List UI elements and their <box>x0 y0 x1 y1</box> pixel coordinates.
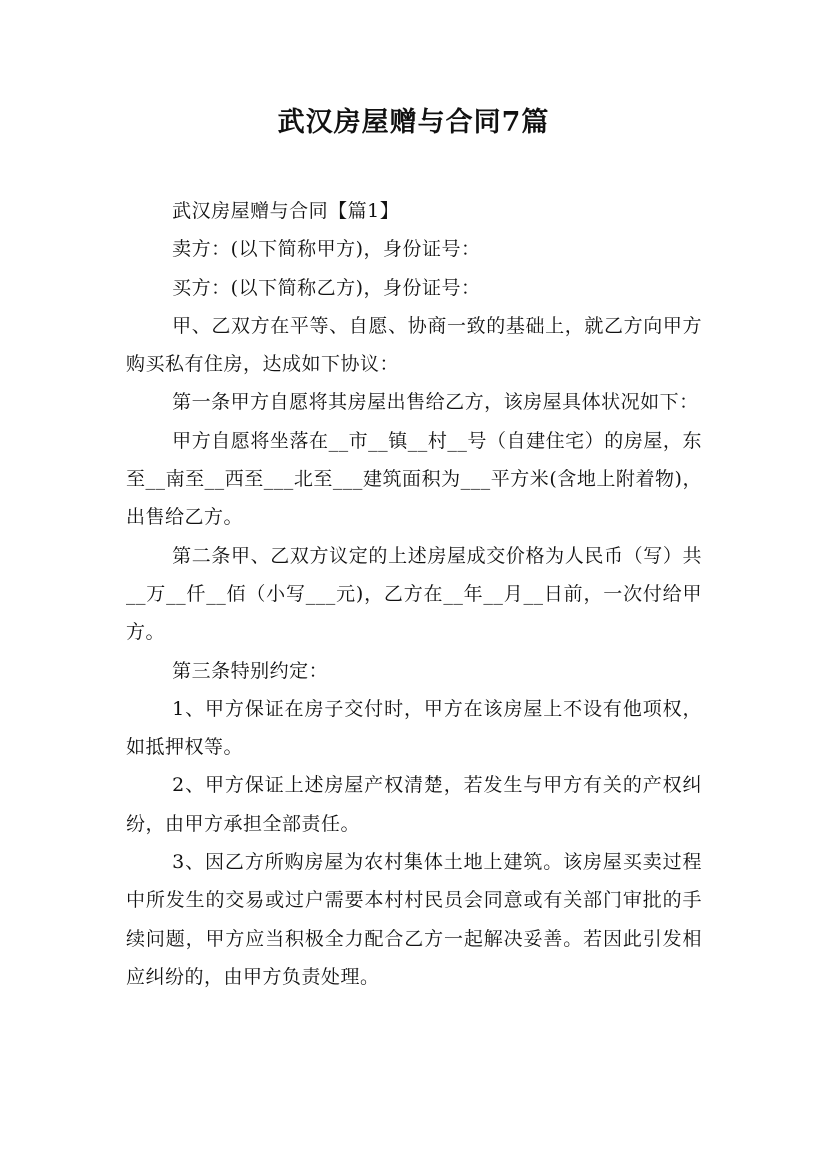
buyer-line: 买方：(以下简称乙方)，身份证号： <box>172 276 481 299</box>
agreement-intro: 甲、乙双方在平等、自愿、协商一致的基础上，就乙方向甲方购买私有住房，达成如下协议： <box>126 314 702 376</box>
article-3-heading: 第三条特别约定： <box>172 659 329 682</box>
property-description: 甲方自愿将坐落在__市__镇__村__号（自建住宅）的房屋，东至__南至__西至___北至___建筑面积为___平方米(含地上附着物)，出售给乙方。 <box>126 429 702 529</box>
clause-1: 1、甲方保证在房子交付时，甲方在该房屋上不设有他项权，如抵押权等。 <box>126 697 702 759</box>
clause-3: 3、因乙方所购房屋为农村集体土地上建筑。该房屋买卖过程中所发生的交易或过户需要本村村民员会同意或有关部门审批的手续问题，甲方应当积极全力配合乙方一起解决妥善。若因此引发相应纠纷的，由甲方负责处理。 <box>126 851 702 988</box>
article-1: 第一条甲方自愿将其房屋出售给乙方，该房屋具体状况如下： <box>172 391 699 414</box>
clause-2: 2、甲方保证上述房屋产权清楚，若发生与甲方有关的产权纠纷，由甲方承担全部责任。 <box>126 774 702 835</box>
seller-line: 卖方：(以下简称甲方)，身份证号： <box>172 238 481 261</box>
document-title: 武汉房屋赠与合同7篇 <box>277 107 550 138</box>
article-2: 第二条甲、乙双方议定的上述房屋成交价格为人民币（写）共__万__仟__佰（小写___元)，乙方在__年__月__日前，一次付给甲方。 <box>126 544 702 644</box>
document-body <box>126 192 702 996</box>
section-heading: 武汉房屋赠与合同【篇1】 <box>172 200 400 222</box>
